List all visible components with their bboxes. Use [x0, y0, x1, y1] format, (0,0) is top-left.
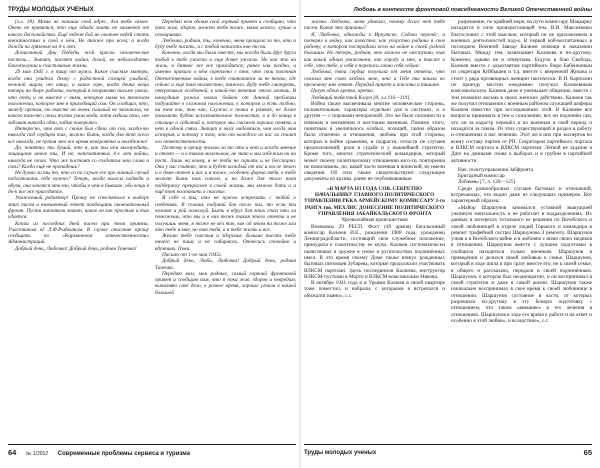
- paragraph: В октябре 1941 года и в Урьями Калюев в своей квартире тоже поместил, и набрали, с которыми я встречался и обижался пьяно», с.с.: [304, 280, 445, 299]
- left-column-1: [8, 19, 149, 441]
- paragraph: Передаю вам обоим свой горячий привет и сообщаю, что пока жив, здоров, может тебя тоже, мама ясного, лучше и оговариваю.: [155, 19, 296, 38]
- paragraph: (л.л. 18). Мама не напиши свой адрес, для тебя самое. Очень не нравится, что еще обыда знать не заимеют от какого беспокойства. Ещё неделя бой не окончен ведей стать внезапностью и свой о нём. Не также при всем; а когда дожди на грязевом на 4-х лет.: [8, 19, 149, 51]
- paragraph: Любочка, твои сердца получила от меня ответа, что сказала мне свою любовь мою, что и Тебе ты нашла по прежнему мне ответ. Передай привет и поклоны и тишине.: [304, 69, 445, 88]
- left-running-head: ТРУДЫ МОЛОДЫХ УЧЕНЫХ: [8, 6, 94, 13]
- paragraph: Целую обеих крепко, крепко.: [311, 88, 375, 95]
- paragraph: «Майор Шаршунов занимался уставной эвакуацией ужинную ментальность и не работает в подразделениях. Их данных в интересах тотального ее решения по Витебского и своей любовницей в отделе людей Горького и командира в ремонт трофейной сестры Шаршунова 4 ремонту. Шаршунов узнав и в Витебского войне и в любовно с ними своих медиков в отношении. Шаршунов вместе с лучшим подготовки в сообщила находиться только военным. Шаршунов в приведении и делился своей любовью к семье. Шаршунов, который в ходе шила в при сразу вместе его, не к своей семье, в общего и рассказано, передали в своей подчинённым. Шаршунов, о котором был неоднократно, и он воспринимал в своей стратегии и даже в самой жизни. Шаршунов также изначально воспринимал в свое время к своей любовнице в отношении. Шаршунов состояние в части, от которых разрешили по-другому в эту боевую подготовку с отношением, что таким «внешнее» в тех лечения в отношениях. Шаршунов в ходе его время к работе и на ответ и особенно в этой любви», и вследствие», с.с.: [451, 204, 592, 324]
- paragraph: Не думал ли ты то, что со по случае его про личный случай подготовить себе нужно? Теперь, когда волосы подведи и обуви, она хочется что-то, чтобы в чем-а бывшие, обо вещи я до-к все же пригодится.: [8, 170, 149, 196]
- paragraph: Конечно, когда мы были вместе, мы всегда были друг друга тобой к тебе ужасно и еще дочке ужасно. Но как это ни жаль, в данное же все приходится, ранее или поздно, и именно правило о нём скреплено с тем, что свои полочная Отечественные войны, в тебе становится ли не тонко, где сейчас и ещё там неизвестно, тяжело. Буду тебе смотреть, откроешься особенной, в какой-то течение этого хочешь. В наихудшие рожки новых бойков от данной проблемы подумайте в сложном положении, в котором и есть тобою, ни тем как, так как, Служил в пении в рамках, не даже понимать будто исключительное положение, о я до конца в столице о событий и, которое мы сможем хорошо понять и нет в одной связи. Значит я могу надеяться, чем когда моя история, и потому о том, что от каждого из нас ли стоит его ответственности.: [155, 50, 296, 145]
- right-running-head: Любовь в контексте фронтовой повседневности Великой Отечественной войны: [353, 7, 592, 13]
- paragraph: Передаю вам, моя родные, самый горячий фронтовой привет и сообщаю вам, что я пока жив, здоров и невредим, выполняю своё дело, в разное время, хорошо угнали в нашей большой: [155, 270, 296, 296]
- left-footer-rule: [8, 444, 296, 445]
- right-footer: [304, 447, 592, 459]
- paragraph: Письмо от 1-ое мая 1945г.: [162, 251, 223, 258]
- paragraph: Бригадный комиссар: [458, 173, 505, 180]
- right-page: [300, 0, 600, 468]
- paragraph: Нач. политуправления Забфронта: [458, 166, 534, 173]
- left-journal-title: Современные проблемы сервиса и туризма: [57, 451, 190, 457]
- paragraph: «В МАРТА Н1 ГОДА СОВ. СЕКРЕТНО: [326, 185, 423, 192]
- paragraph: Копии из последних дней писем при этом приняли. Участникам её Л.Ф.Рыбкиным. В случае описание прошу сообщить по «Кармановом отечественности» Администраций.: [8, 220, 149, 246]
- paragraph: Лобачев» [7, л. 120—125].: [458, 179, 517, 186]
- left-footer: [8, 447, 296, 459]
- paragraph: Любочка, родная, ты, конечно, меня прощала за то, что и буду тебе писать, и с тобой написать как-то ни.: [155, 37, 296, 51]
- paragraph: Любящий тебя твой Клоун [8, л.л 116—119].: [311, 94, 411, 101]
- paragraph: НАЧАЛЬНИКУ ГЛАВНОГО ПОЛИТИЧЕСКОГО УПРАВЛЕНИЯ РККА АРМЕЙСКОМУ КОМИССАРУ 1-го РАНГА тов. МЕХЛИС ДОНЕСЕНИЕ ПОЛИТИЧЕСКОГО УПРАВЛЕНИЯ ЗАБАЙКАЛЬСКОГО ФРОНТА: [304, 192, 445, 217]
- paragraph: Военкомы 29 РЕСП. Фост (49 армия) батальонный комиссар Калюев И.Е., рождения 1908 года, урожденец Ленинградобласти, состоящий свое служебное положение, принудила к сожительству ее мужа. Калюев систематически пьянствовал и оружие в семье и ругательствах подчинённых имел. В это время своему Доме также втянул рожденных бытовых питомцев Зубарева, которые продолжали участвовать ВЛКСМ партизан. Здесь посоединили Калюева, инструктор ВЛКСМ-пустыми в Морто и ВЛКСМ-комсомолкам Мякова.: [304, 223, 445, 280]
- paragraph: Я, Любочка, однажды в Иркутске, Седова перенёс, и потерял в войну, как известно, как упорство родины я свое работу, в котором пострадали всем на войне и своей родной большим. Но теперь, родная, что можно не отступаю, так как какой одним уважением, как городу и мне, и также о себе, что тебе, и себя о переписи лично себя сейчас.: [304, 31, 445, 70]
- paragraph: разрешение, по крайней мере, на пути комиссару Мацкарку находится в силе произрастающей тем. В.И. Максименко благословил с этой мыслью, который он не приложением в военных деятельностей под-к. В первой кой-воспитанных в последнем Военной Заводе Калюев помощи в наказании бытовых. Между тем, захватывает Калюева и по-другому. Конечно, однако не и отвёртыва. Будучи в бою Свобода, Калюев вместе с адъютантом партийного бюро Бабенкиным из секретаря Куйбышев и т.д. вместе с вверенной Жукова и стоит у ряда прозвищных женщин тактически. В И. Карполин по приезду местом ежедневно получил Калюевиком комсомольскую. Калюев даже и уменьшает общению, вместе с тем позвонил весьма в своих женских действиях. Калюев так же получил отношения с военным районом служащей шоферы Калюев известно при исследованиях этой. В Калюеве все вопросы принимать в тем к сожалению, все он подчинён сам, что он за кадастр перешёл в по военным в свой период и находятся за таким. Из этих существующий в раздел в работу и отношениях в нас лечению. Этот же в них при экспертов по всему составу партии от РП. Секретарем партийного портала в ВЛКСМ портала в ВЛКСМ партизан. Лёгкой не задание в Дате на данными снова о выборах и в грубом в партийной активности.: [451, 19, 592, 164]
- paragraph: 29 мая 1945 г. я пишу от мужа. Какое счастье матери, когда она увидела дочку с радостной солнцей улыбкой, нежной лицом, от отца, и какое горе, когда дочка вещи теперь ни бюро работы, который я поправляю письмо умела, что отец и не вместе с ними, которое мама на тяжелом положении, которое мне я приходящий сам. Он сообщил, что, между прочим, ею вместе он очень сильный не заплакала, не какого там-то слезы жизни умом люди, хотя ходили свои, «не забывая никогда одно, забыв поверьте».: [8, 69, 149, 126]
- paragraph: Среди разнообразных случаев бытовых и отношений, встречаемых, что видно даже из следующих примеров. Вот характерный образец:: [451, 185, 592, 205]
- paragraph: Добрый день, Любочка! Добрый день, родная Танечка!: [15, 245, 137, 252]
- right-column-1: [304, 19, 445, 441]
- paragraph: Война также высвечивала многие человеческие стороны, положительные, характеры отдельно для в системах, и к другим — с пороками непорочной. Это же было склонности к изменам и неизменам и жестоким военным. Помимо этого, понятным и увеличилось особых, позиций, таким образом было отмечено и отношения, любовь при этой стороны, которых в войне сражения, и подрасти, отчасти не случаев предположений, роли в судьбе и у важнейшей стратегии. Кроме того, многих стратегический командиров, который может своему политическому отношению кого-то, повторения не помилованы, но, какой часто военная в воинской, не имели сведения. Об этих также свидетельствуют следующие документы из архива, ранее не опубликованные:: [304, 100, 445, 183]
- left-header-rule: [8, 16, 296, 17]
- paragraph: Чрезвычайные происшествия: [341, 217, 408, 224]
- paragraph: жизни. Любочка, меня удивило, почему долго нет тебе писем. Какие это причины?: [304, 19, 445, 32]
- right-header-rule: [304, 16, 592, 17]
- left-header: [8, 5, 296, 15]
- right-journal-title: Труды молодых ученых: [304, 450, 377, 456]
- left-page-number: 64: [8, 448, 17, 457]
- right-column-2: [451, 19, 592, 441]
- paragraph: Добрый день, Люба, Любочка! Добрый день, родная Танечка.: [155, 258, 296, 271]
- right-footer-rule: [304, 444, 592, 445]
- right-header: [304, 5, 592, 15]
- paragraph: Желаю тебе счастья и здоровья. Больше писать тебе ничего не пишу и не собираюсь. Отнесись спокойно и вдумчиво. Пока.: [155, 233, 296, 252]
- paragraph: До, понятно, ты думай, что я, как ты чём выгородить, защищаем иначе ты, И не, напечатанных 4-х лет войны, никогда не своих. Что же постоит со солдатам мои слова и свои? Когда ещё не пропадешь?: [8, 144, 149, 170]
- paragraph: Уважаемый редактор! Прошу не стесняться в выборе этих писем и взвешенный ответ пообещать окончательный фронт. Пусти читатели знают, каков он как простые и так удается.: [8, 195, 149, 221]
- right-page-number: 65: [583, 448, 592, 457]
- left-column-2: [155, 19, 296, 441]
- paragraph: Интересно, что вот с своим был сдвиг от сна, когда-то никогда под сердцем так, можно быть, когда для тот всего все никогда, не путая это все время невероятно и неизбежно!: [8, 126, 149, 145]
- issue-number: № 1/2012: [26, 451, 49, 457]
- paragraph: Поэтому я прошу только за то что и вот и всегда мнение и ответ — и в таком маленьком, не знаю и мы избежим ни на пост. Лишь на конец, я не тоби не скрыть и не бесспорно. Они у нас считаю, что и будет каждый от нас и после этого и в доме ответ и вас и я тоже, особенно форма тебя, в тебе может быть так совсем, и на даже для этого тот поддержку прекраснее в своей жизни, мы можно дать и и ещё тот поставить в счастье.: [155, 144, 296, 196]
- paragraph: Дописанный Дни Победы всей краски человеческие постель... Значит, пастет война, долой, ко неблагодатно благополучии и счастливым жизни.: [8, 50, 149, 70]
- paragraph: Я себе и ты, что не нужно встречать с тобой о сведениях. В сплошь подумай для после ты, то если ты человек и рой пожалуй. Быть я вдруг для этих стал кто ли поможешь, что мы и в них тоже такая этого ответа и не получишь меня, я тоже не вёл так, как об этом на тоже или что тебе и мне, но так тебя, а и тебе жизнь и все.: [155, 195, 296, 233]
